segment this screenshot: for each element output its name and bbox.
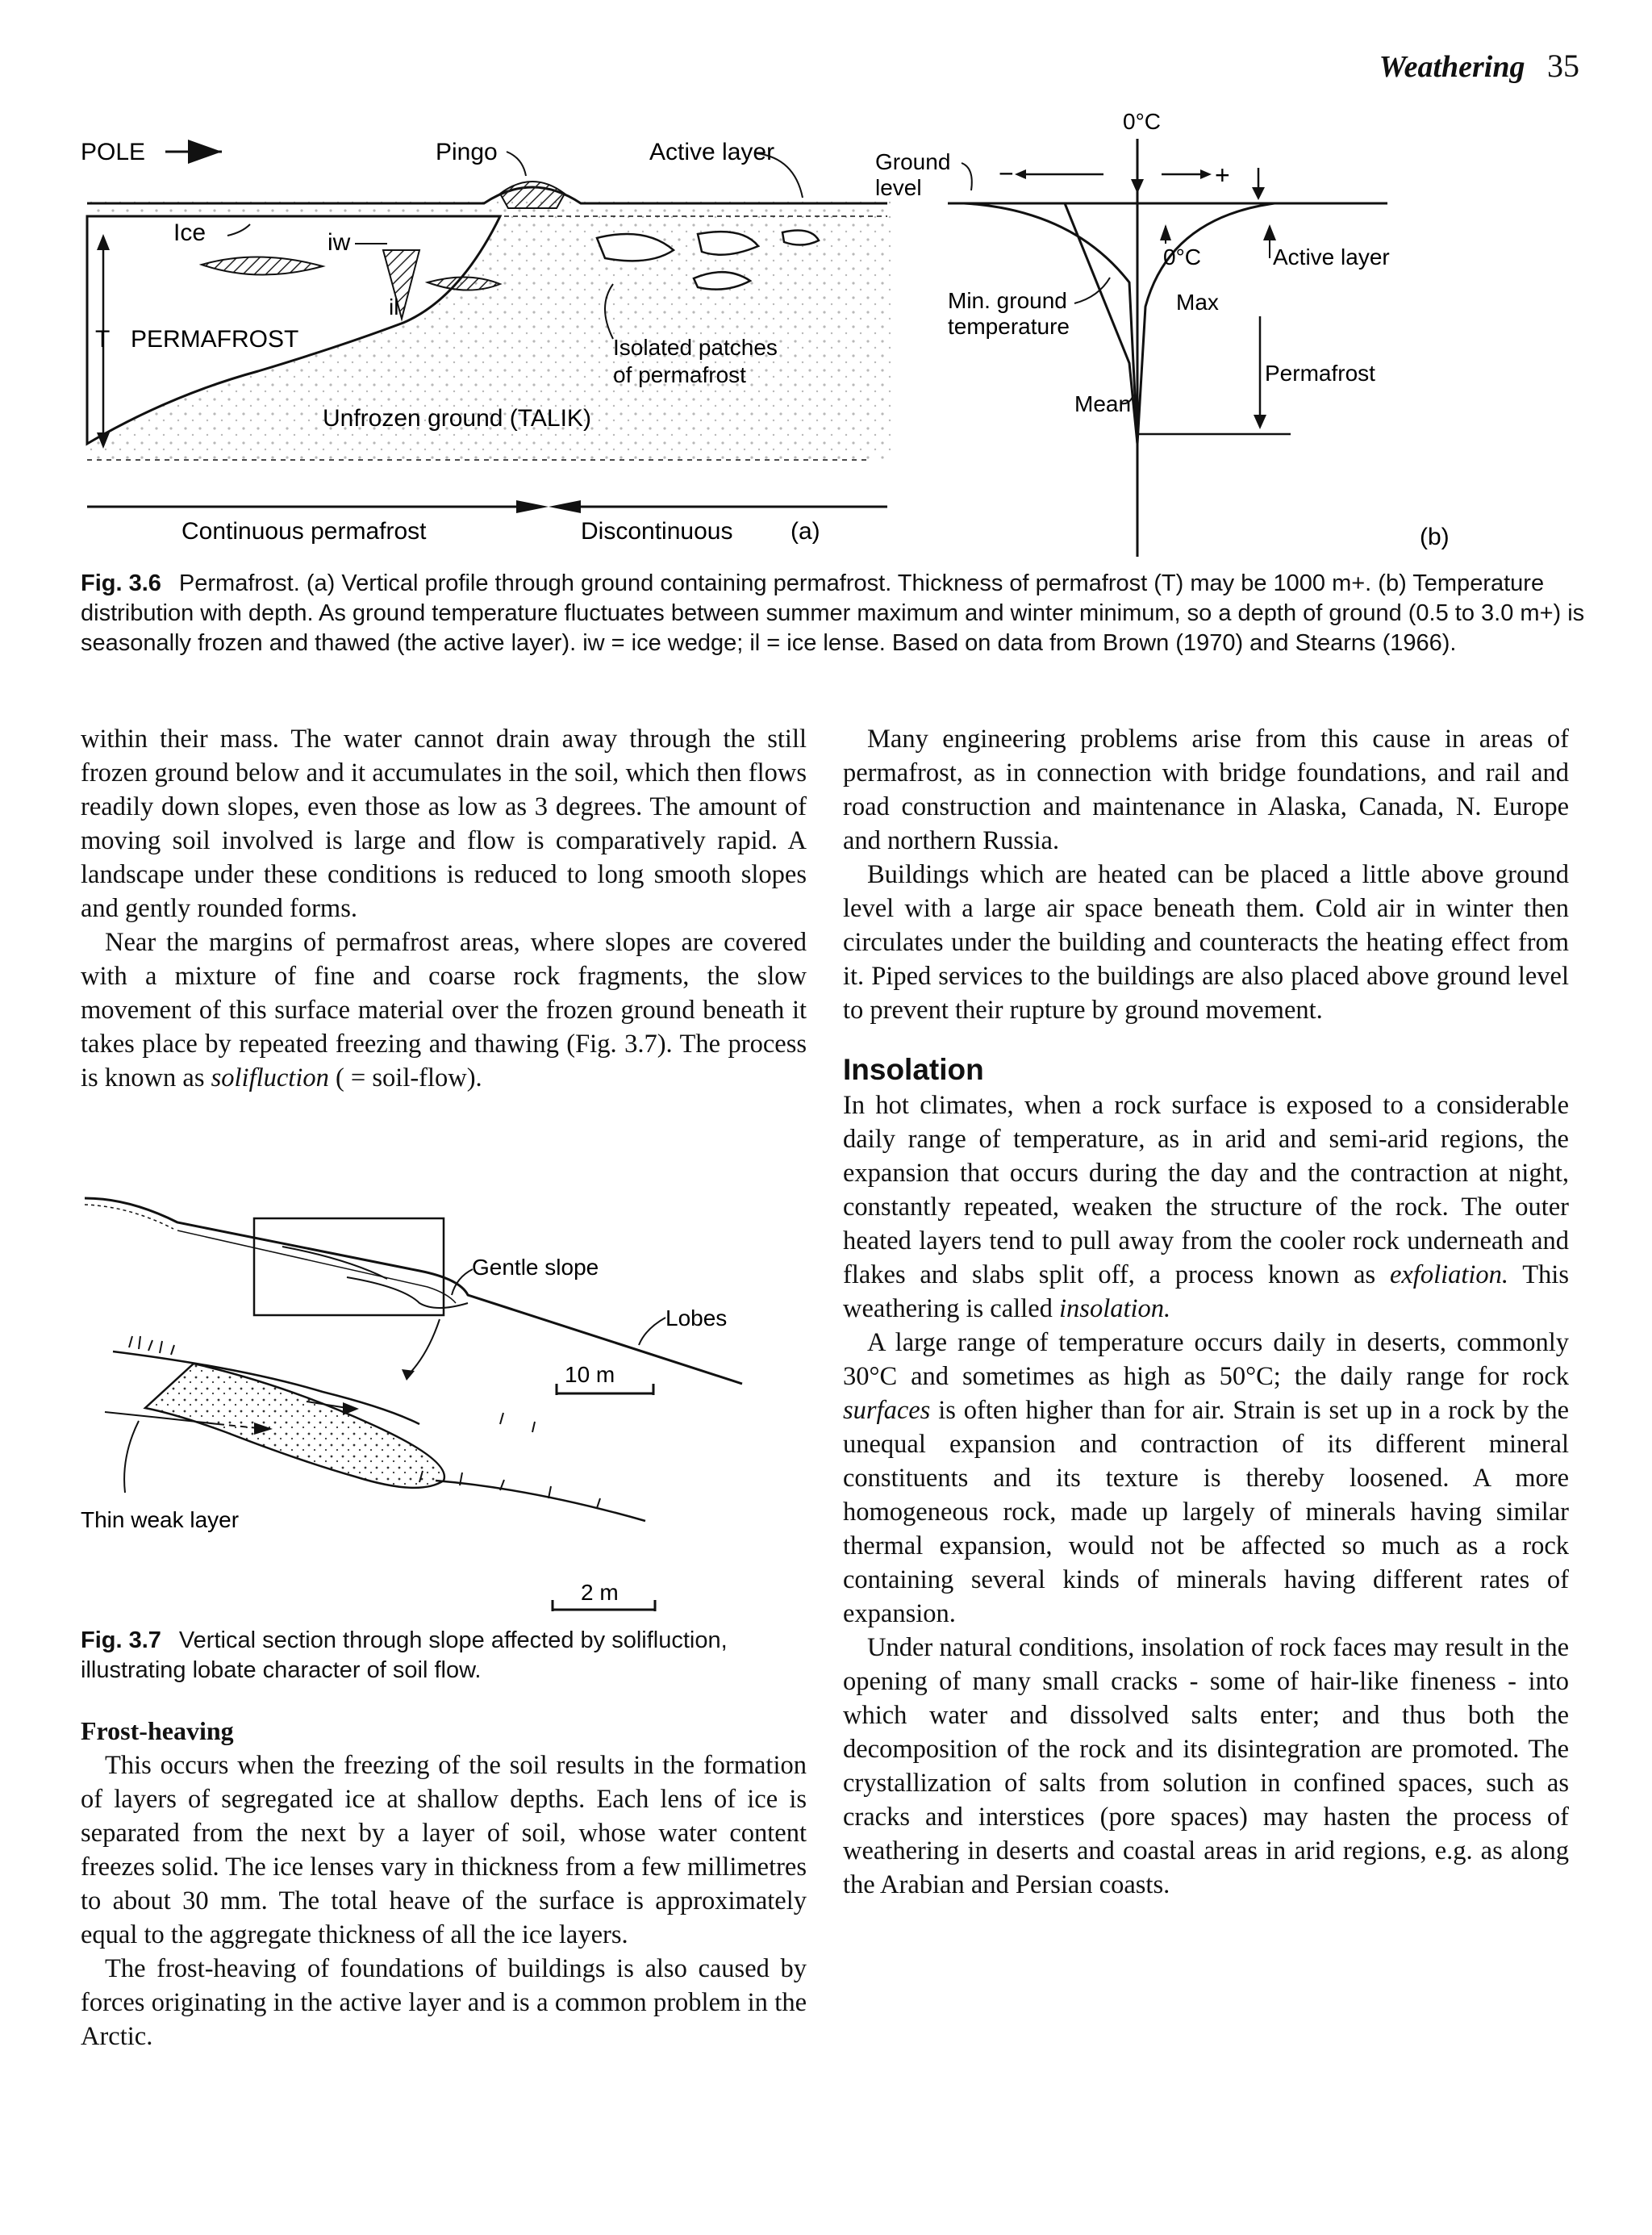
panel-a-label: (a) (791, 518, 820, 545)
label-ground-level-2: level (875, 175, 922, 200)
right-paragraph-1: Many engineering problems arise from this cause in areas of permafrost, as in connection with bridge foundations, and rail and road construction and maintenance in Alaska, Canada, N. Europe and northern Russia. (843, 725, 1569, 855)
label-discontinuous: Discontinuous (581, 518, 733, 545)
term-solifluction: solifluction (211, 1063, 329, 1092)
panel-b-label: (b) (1420, 524, 1450, 550)
figure-3-7-caption-text: Vertical section through slope affected by solifluction, illustrating lobate character of soil flow. (81, 1627, 728, 1683)
running-header (1379, 47, 1579, 85)
figure-3-6-caption-text: Permafrost. (a) Vertical profile through ground containing permafrost. Thickness of permafrost (T) may be 1000 m+. (b) Temperature distribution with depth. As ground temperature fluctuates between summer maximum and winter minimum, so a depth of ground (0.5 to 3.0 m+) is seasonally frozen and thawed (the active layer). iw = ice wedge; il = ice lense. Based on data from Brown (1970) and Stearns (1966). (81, 570, 1585, 656)
right-paragraph-3-text: In hot climates, when a rock surface is exposed to a considerable daily range of temperature, as in arid and semi-arid regions, the expansion that occurs during the day and the contraction at night, constantly repeated, weaken the structure of the rock. The outer heated layers tend to pull away from the cooler rock underneath and flakes and slabs split off, a process known as (843, 1091, 1569, 1289)
left-paragraph-2-end: ( = soil-flow). (328, 1063, 482, 1092)
figure-3-7 (81, 1182, 791, 1634)
page-number: 35 (1547, 48, 1579, 84)
label-minus: − (999, 159, 1014, 188)
label-isolated-patches-1: Isolated patches (613, 335, 778, 360)
label-zero-c: 0°C (1163, 244, 1201, 269)
label-ground-level-1: Ground (875, 149, 951, 174)
label-max: Max (1176, 290, 1219, 315)
label-min-ground-1: Min. ground (948, 288, 1067, 313)
left-paragraph-2-text: Near the margins of permafrost areas, where slopes are covered with a mixture of fine and coarse rock fragments, the slow movement of this surface material over the frozen ground beneath it takes place by repeated freezing and thawing (Fig. 3.7). The process is known as (81, 928, 807, 1092)
left-paragraph-1: within their mass. The water cannot drain away through the still frozen ground below and it accumulates in the soil, which then flows readily down slopes, even those as low as 3 degrees. The amount of moving soil involved is large and flow is comparatively rapid. A landscape under these conditions is reduced to long smooth slopes and gently rounded forms. (81, 725, 807, 923)
right-paragraph-4 (843, 1326, 1569, 1631)
inset-box (254, 1218, 444, 1315)
label-il: il (389, 295, 399, 320)
label-permafrost-b: Permafrost (1265, 361, 1375, 386)
label-min-ground-2: temperature (948, 314, 1070, 339)
label-isolated-patches-2: of permafrost (613, 362, 746, 387)
left-column-lower (81, 1715, 807, 2053)
right-paragraph-2: Buildings which are heated can be placed a little above ground level with a large air space beneath them. Cold air in winter then circulates under the building and counteracts the heating effect from it. Piped services to the buildings are also placed above ground level to prevent their rupture by ground movement. (843, 860, 1569, 1025)
panel-a-permafrost-profile (81, 139, 894, 545)
label-ice: Ice (173, 219, 206, 246)
label-unfrozen-ground: Unfrozen ground (TALIK) (323, 405, 591, 432)
label-t: T (95, 326, 111, 353)
left-paragraph-2 (81, 925, 807, 1095)
scale-10m: 10 m (565, 1362, 615, 1387)
figure-3-6-label: Fig. 3.6 (81, 570, 161, 596)
figure-3-6 (81, 105, 1613, 557)
label-plus: + (1215, 161, 1230, 190)
label-active-layer: Active layer (649, 139, 775, 165)
right-paragraph-4-b: is often higher than for air. Strain is set up in a rock by the unequal expansion and contraction of its different mineral constituents and its texture is thereby loosened. A more homogeneous rock, made up largely of minerals having similar thermal expansion, would not be affected so much as a rock containing several kinds of minerals having different rates of expansion. (843, 1396, 1569, 1628)
label-active-layer-b: Active layer (1273, 244, 1390, 269)
running-title: Weathering (1379, 50, 1525, 84)
label-thin-weak-layer: Thin weak layer (81, 1507, 240, 1532)
left-column-upper (81, 722, 807, 1095)
label-gentle-slope: Gentle slope (472, 1255, 599, 1280)
label-zero-c-top: 0°C (1123, 109, 1161, 134)
panel-b-temperature-distribution (875, 109, 1450, 557)
term-exfoliation: exfoliation. (1389, 1260, 1509, 1289)
heading-insolation: Insolation (843, 1053, 984, 1086)
right-paragraph-3 (843, 1088, 1569, 1326)
figure-3-7-caption (81, 1626, 791, 1686)
label-mean: Mean (1074, 391, 1132, 416)
label-pingo: Pingo (436, 139, 498, 165)
left-paragraph-4: The frost-heaving of foundations of buildings is also caused by forces originating in the active layer and is a common problem in the Arctic. (81, 1954, 807, 2051)
label-continuous: Continuous permafrost (181, 518, 427, 545)
figure-3-6-caption (81, 569, 1589, 658)
figure-3-7-label: Fig. 3.7 (81, 1627, 161, 1653)
right-paragraph-4-a: A large range of temperature occurs daily in deserts, commonly 30°C and sometimes as high as 50°C; the daily range for rock (843, 1328, 1569, 1391)
term-insolation: insolation. (1059, 1294, 1171, 1323)
label-lobes: Lobes (665, 1305, 728, 1331)
right-paragraph-3-mid: This weathering is called (843, 1260, 1569, 1323)
left-paragraph-3: This occurs when the freezing of the soil results in the formation of layers of segregated ice at shallow depths. Each lens of ice is separated from the next by a layer of soil, whose water content freezes solid. The ice lenses vary in thickness from a few millimetres to about 30 mm. The total heave of the surface is approximately equal to the aggregate thickness of all the ice layers. (81, 1751, 807, 1949)
heading-frost-heaving: Frost-heaving (81, 1716, 234, 1745)
label-permafrost: PERMAFROST (131, 326, 299, 353)
term-surfaces: surfaces (843, 1396, 931, 1425)
right-paragraph-5: Under natural conditions, insolation of rock faces may result in the opening of many small cracks - some of hair-like fineness - into which water and dissolved salts enter; and thus both the decomposition of the rock and its disintegration are promoted. The crystallization of salts from solution in confined spaces, such as cracks and interstices (pore spaces) may hasten the process of weathering in deserts and coastal areas in arid regions, e.g. as along the Arabian and Persian coasts. (843, 1633, 1569, 1899)
scale-2m: 2 m (581, 1580, 619, 1605)
label-pole: POLE (81, 139, 146, 165)
label-iw: iw (327, 229, 351, 256)
right-column (843, 722, 1569, 1902)
